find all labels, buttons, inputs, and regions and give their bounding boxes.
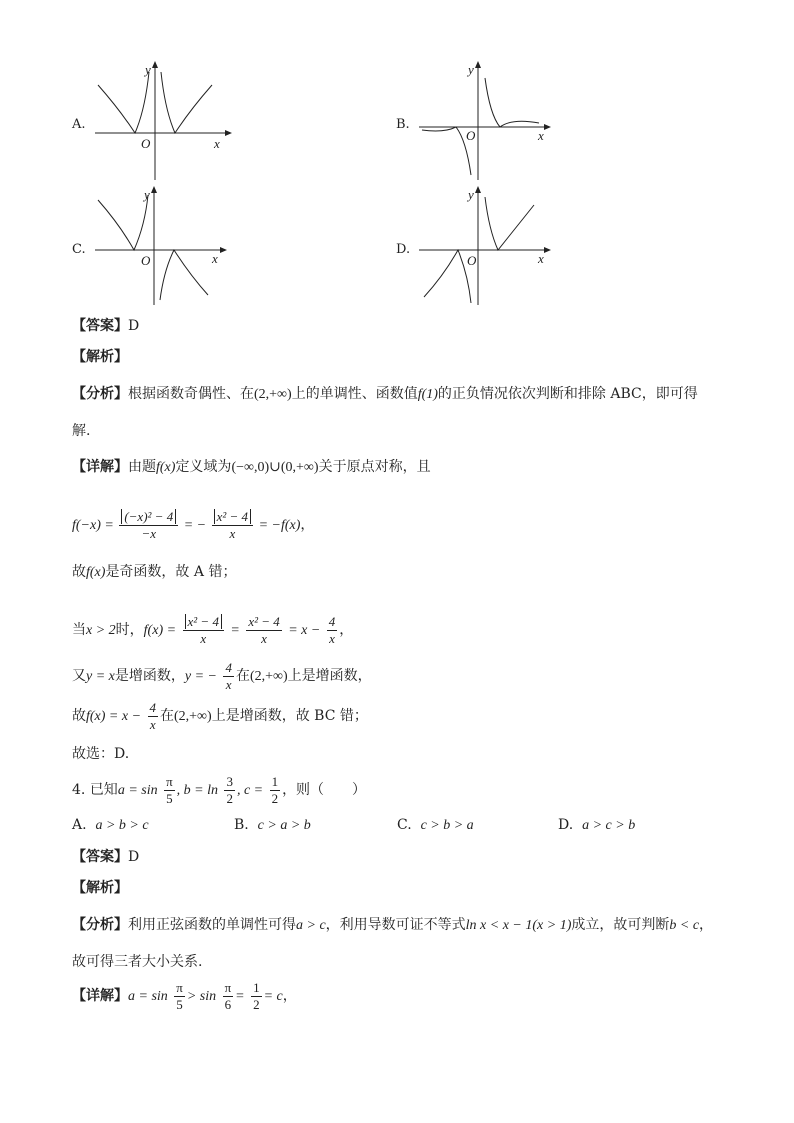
q4-detail-tag: 【详解】 [72,988,128,1004]
math: a > c [296,918,326,933]
q3-when-line [72,612,353,649]
text: ， [339,622,354,638]
math: b < c [669,918,700,933]
text: ，则（ ） [282,782,367,798]
graph-d-origin: O [467,253,477,268]
q4-option-d[interactable] [558,817,635,834]
text: 已知 [89,782,118,798]
eq-lhs: f(−x) = [72,518,114,533]
fraction [174,980,185,1013]
q3-odd-conclusion [72,562,236,583]
q3-so-line [72,698,368,735]
graph-d-y-label: y [468,187,474,202]
text: 在 [160,708,174,724]
interval: (2,+∞) [174,709,212,724]
q3-analysis-tag: 【解析】 [72,349,128,365]
q4-answer-value: D [128,849,140,865]
q3-fenxi-text: 的正负情况依次判断和排除 ABC，即可得 [437,386,698,402]
fx: f(x) [86,565,106,580]
denominator: 2 [271,790,279,806]
q3-choose: 故选：D. [72,746,130,762]
q3-fenxi-line2: 解. [72,423,91,439]
graph-c-label: C. [72,242,86,257]
eq-end: ， [300,518,315,533]
fraction [119,509,178,542]
graph-a-label: A. [72,117,86,132]
q3-odd-equation [72,508,314,544]
graph-a-y-label: y [145,62,151,77]
option-text: c > a > b [257,818,311,833]
denominator: −x [141,526,157,542]
q3-detail-domain: (−∞,0)∪(0,+∞) [231,460,319,475]
denominator: 2 [226,790,233,806]
q4-option-a[interactable] [72,817,149,834]
q4-fenxi-tag: 【分析】 [72,917,128,933]
numerator: 4 [328,613,336,629]
q4-fenxi-line2: 故可得三者大小关系. [72,954,203,970]
text: ，利用导数可证不等式 [325,917,466,933]
denominator: 5 [166,790,173,806]
graph-b-origin: O [466,128,476,143]
q4-fenxi-line1 [72,915,713,936]
text: 上是增函数，故 BC 错； [211,708,368,724]
text: 在 [235,668,250,684]
q3-also-line [72,658,372,695]
option-text: c > b > a [420,818,474,833]
q3-detail-text: 定义域为 [175,459,232,475]
q4-stem [72,772,366,809]
graph-a [90,60,240,185]
fraction [164,774,175,807]
q3-detail-text: 由题 [128,459,156,475]
graph-c-origin: O [141,253,151,268]
text: 故 [72,564,86,580]
cond: x > 2 [86,623,116,638]
graph-c-y-label: y [144,187,150,202]
numerator: x² − 4 [214,509,251,524]
option-text: a > c > b [582,818,636,833]
fraction [223,660,234,693]
numerator: 1 [271,773,279,789]
fraction [183,614,224,647]
question-number: 4. [72,782,86,798]
numerator: 4 [225,659,232,675]
q4-answer-tag: 【答案】 [72,849,128,865]
interval: (2,+∞) [249,669,288,684]
numerator: x² − 4 [248,613,280,629]
numerator: π [166,773,173,789]
graph-d [414,185,564,310]
math: > sin [186,989,217,1004]
text: ， [282,988,297,1004]
math: y = x [86,669,115,684]
fraction [224,774,235,807]
q3-answer [72,316,139,336]
numerator: 4 [149,699,156,715]
eq-mid: = − [183,518,207,533]
q4-option-b[interactable] [234,817,311,834]
numerator: 1 [253,979,260,995]
denominator: x [149,716,156,732]
graph-b-label: B. [396,117,410,132]
numerator: (−x)² − 4 [121,509,176,524]
graph-b-y-label: y [468,62,474,77]
fraction [212,509,253,542]
graph-d-x-label: x [538,251,544,266]
math: ln x < x − 1(x > 1) [465,918,572,933]
q4-option-c[interactable] [397,817,474,834]
q4-answer [72,847,139,867]
fraction [327,614,338,647]
denominator: x [225,676,232,692]
eq-rhs: = −f(x) [258,518,301,533]
q4-analysis-tag: 【解析】 [72,880,128,896]
fraction [148,700,159,733]
fraction [246,614,281,647]
q3-detail-text: 关于原点对称，且 [318,459,431,475]
q3-fenxi-interval: (2,+∞) [254,387,292,402]
text: 时， [115,622,144,638]
q3-detail-tag: 【详解】 [72,459,128,475]
denominator: x [329,630,335,646]
option-text: a > b > c [95,818,149,833]
denominator: 5 [176,996,183,1012]
q3-fenxi-f1: f(1) [417,387,438,402]
numerator: π [176,979,183,995]
math: a = sin [128,989,168,1004]
q3-fenxi-line1 [72,384,698,405]
fraction [251,980,262,1013]
denominator: x [261,630,267,646]
graph-a-x-label: x [214,136,220,151]
denominator: 6 [224,996,232,1012]
graph-b [414,60,564,185]
q3-detail-fx: f(x) [156,460,176,475]
option-label: D. [558,817,574,833]
math: , c = [236,783,264,798]
text: 是增函数， [114,668,185,684]
numerator: 3 [226,773,233,789]
graph-c-x-label: x [212,251,218,266]
eq: = [230,623,240,638]
graph-a-origin: O [141,136,151,151]
q4-detail-line [72,978,297,1015]
option-label: C. [397,817,412,833]
math: , b = ln [176,783,218,798]
graph-d-label: D. [396,242,411,257]
denominator: x [200,630,207,646]
text: 是奇函数，故 A 错； [105,564,237,580]
denominator: 2 [253,996,260,1012]
eq: = x − [288,623,321,638]
numerator: x² − 4 [185,614,222,629]
q3-detail-line1 [72,457,431,478]
q3-answer-value: D [128,318,140,334]
q3-fenxi-tag: 【分析】 [72,386,128,402]
fraction [270,774,281,807]
math: = [235,989,245,1004]
q3-answer-tag: 【答案】 [72,318,128,334]
option-label: B. [234,817,249,833]
fx: f(x) = [143,623,177,638]
denominator: x [229,526,236,542]
text: 利用正弦函数的单调性可得 [128,917,296,933]
math: y = − [184,669,217,684]
text: ， [699,917,714,933]
text: 成立，故可判断 [571,917,670,933]
text: 又 [72,668,86,684]
graph-b-x-label: x [538,128,544,143]
math: f(x) = x − [86,709,142,724]
math: = c [263,989,283,1004]
text: 当 [72,622,86,638]
numerator: π [224,979,232,995]
text: 上是增函数， [287,668,372,684]
q3-fenxi-text: 根据函数奇偶性、在 [128,386,254,402]
option-label: A. [72,817,87,833]
fraction [223,980,234,1013]
text: 故 [72,708,86,724]
graph-c [90,185,240,310]
math: a = sin [117,783,158,798]
q3-fenxi-text: 上的单调性、函数值 [291,386,418,402]
